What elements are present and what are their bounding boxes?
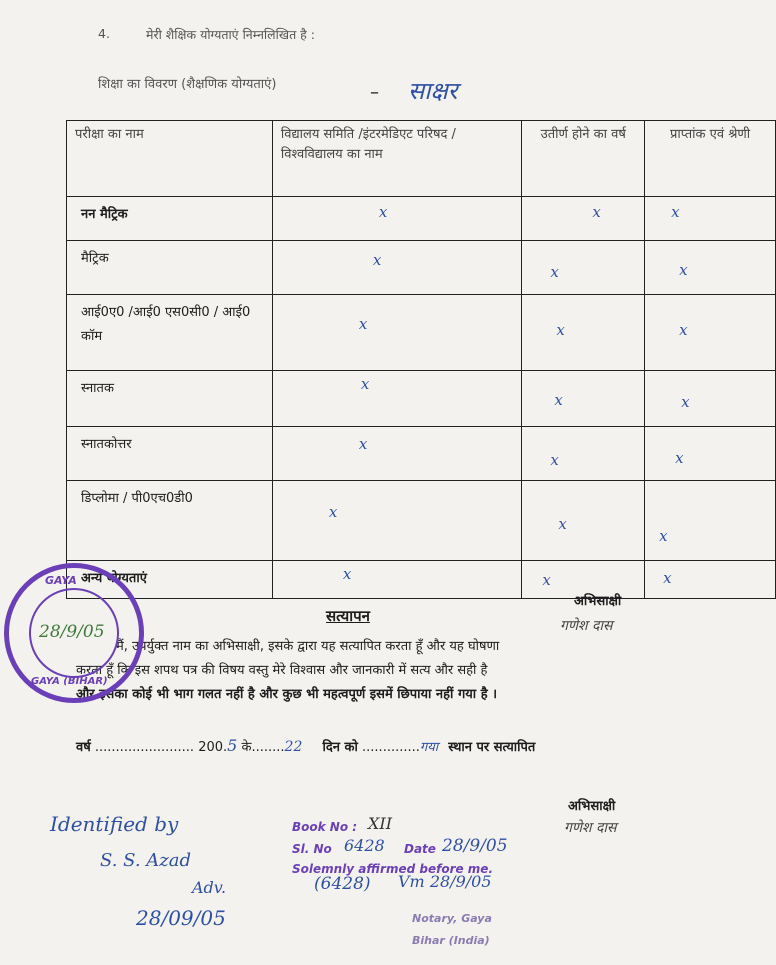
- row-label-non-matric: नन मैट्रिक: [67, 197, 273, 241]
- education-handwritten: साक्षर: [408, 77, 458, 105]
- header-pass-year: उतीर्ण होने का वर्ष: [522, 121, 645, 197]
- day-hand: 22: [284, 739, 303, 755]
- cell: [272, 481, 522, 561]
- cross-mark: x: [679, 321, 688, 339]
- row-label-intermediate: आई0ए0 /आई0 एस0सी0 / आई0 कॉम: [67, 295, 273, 371]
- verification-date-line: [76, 736, 535, 755]
- cell: [272, 371, 522, 427]
- seal-text-bottom: GAYA (BIHAR): [31, 676, 108, 687]
- notary-place: Bihar (India): [412, 934, 490, 947]
- dots: ........................: [94, 740, 195, 755]
- education-dash: –: [370, 82, 379, 103]
- identifier-name: S. S. Azad: [100, 850, 192, 871]
- cross-mark: x: [675, 449, 684, 467]
- cell: [645, 197, 776, 241]
- header-board-name: विद्यालय समिति /इंटरमेडिएट परिषद / विश्वविद्यालय का नाम: [272, 121, 522, 197]
- cell: [645, 371, 776, 427]
- cross-mark: x: [681, 393, 690, 411]
- cross-mark: x: [358, 315, 368, 333]
- row-label-other-qualifications: अन्य योग्यताएं: [67, 561, 273, 599]
- cell: [522, 371, 645, 427]
- cell: [272, 197, 522, 241]
- cross-mark: x: [663, 569, 672, 587]
- deponent-label: अभिसाक्षी: [574, 594, 622, 609]
- cell: [522, 481, 645, 561]
- education-label: शिक्षा का विवरण (शैक्षणिक योग्यताएं): [98, 77, 277, 92]
- cross-mark: x: [671, 203, 680, 221]
- cell: [522, 197, 645, 241]
- sl-no-value: 6428: [344, 836, 385, 855]
- item-number: 4.: [98, 26, 110, 41]
- header-marks-division: प्राप्तांक एवं श्रेणी: [645, 121, 776, 197]
- notary-sign-hand: Vm 28/9/05: [398, 872, 492, 891]
- cell: [272, 241, 522, 295]
- place-hand: गया: [419, 740, 439, 755]
- seal-hand-date: 28/9/05: [39, 622, 105, 642]
- cross-mark: x: [542, 571, 551, 589]
- deponent-signature-bottom: गणेश दास: [564, 820, 617, 836]
- date-label: Date: [404, 842, 436, 856]
- verification-line-2: करता हूँ कि इस शपथ पत्र की विषय वस्तु मेरे विश्वास और जानकारी में सत्य और सही है: [76, 663, 488, 678]
- cell: [522, 427, 645, 481]
- intro-line: मेरी शैक्षिक योग्यताएं निम्नलिखित है :: [146, 27, 315, 42]
- identified-date: 28/09/05: [136, 906, 226, 930]
- cross-mark: x: [659, 527, 668, 545]
- sl-no-label: Sl. No: [292, 842, 332, 856]
- row-label-matric: मैट्रिक: [67, 241, 273, 295]
- cell: [645, 481, 776, 561]
- cross-mark: x: [592, 203, 601, 221]
- identifier-title: Adv.: [192, 878, 227, 897]
- day-label: दिन को: [322, 740, 358, 755]
- place-verified: स्थान पर सत्यापित: [448, 740, 536, 755]
- identified-by: Identified by: [50, 812, 179, 836]
- book-no-label: Book No :: [292, 820, 358, 834]
- cell: [645, 295, 776, 371]
- cell: [645, 427, 776, 481]
- cross-mark: x: [378, 203, 388, 221]
- qualification-table: [66, 120, 776, 599]
- row-label-diploma-phd: डिप्लोमा / पी0एच0डी0: [67, 481, 273, 561]
- cell: [522, 241, 645, 295]
- year-prefix: 200.: [198, 740, 228, 755]
- cross-mark: x: [550, 263, 559, 281]
- cross-mark: x: [328, 503, 338, 521]
- seal-text-top: GAYA: [45, 574, 77, 587]
- dots: ..............: [362, 740, 420, 755]
- cross-mark: x: [358, 435, 368, 453]
- book-no-value: XII: [368, 814, 393, 833]
- deponent-signature: गणेश दास: [560, 618, 613, 634]
- header-exam-name: परीक्षा का नाम: [67, 121, 273, 197]
- cross-mark: x: [372, 251, 382, 269]
- cross-mark: x: [679, 261, 688, 279]
- solemnly-affirmed: Solemnly affirmed before me.: [292, 862, 494, 876]
- cell: [645, 241, 776, 295]
- cross-mark: x: [554, 391, 563, 409]
- cell: [272, 295, 522, 371]
- cross-mark: x: [556, 321, 565, 339]
- verification-line-3: और इसका कोई भी भाग गलत नहीं है और कुछ भी महत्वपूर्ण इसमें छिपाया नहीं गया है ।: [76, 687, 498, 702]
- cross-mark: x: [360, 375, 370, 393]
- verification-line-1: मैं, उपर्युक्त नाम का अभिसाक्षी, इसके द्वारा यह सत्यापित करता हूँ और यह घोषणा: [116, 639, 500, 654]
- dots: ........: [251, 740, 285, 755]
- cell: [272, 561, 522, 599]
- cross-mark: x: [342, 565, 352, 583]
- row-label-graduate: स्नातक: [67, 371, 273, 427]
- notary-seal: [4, 563, 144, 703]
- notary-serial-hand: (6428): [314, 874, 371, 894]
- row-label-post-graduate: स्नातकोत्तर: [67, 427, 273, 481]
- cell: [522, 295, 645, 371]
- cell: [645, 561, 776, 599]
- year-hand: 5: [227, 736, 238, 755]
- cross-mark: x: [558, 515, 567, 533]
- cell: [272, 427, 522, 481]
- notary-gaya: Notary, Gaya: [412, 912, 492, 925]
- ke: के: [241, 740, 252, 755]
- cross-mark: x: [550, 451, 559, 469]
- year-label: वर्ष: [76, 740, 91, 755]
- verification-title: सत्यापन: [326, 607, 370, 625]
- date-value: 28/9/05: [442, 836, 508, 856]
- deponent-label-bottom: अभिसाक्षी: [568, 799, 616, 814]
